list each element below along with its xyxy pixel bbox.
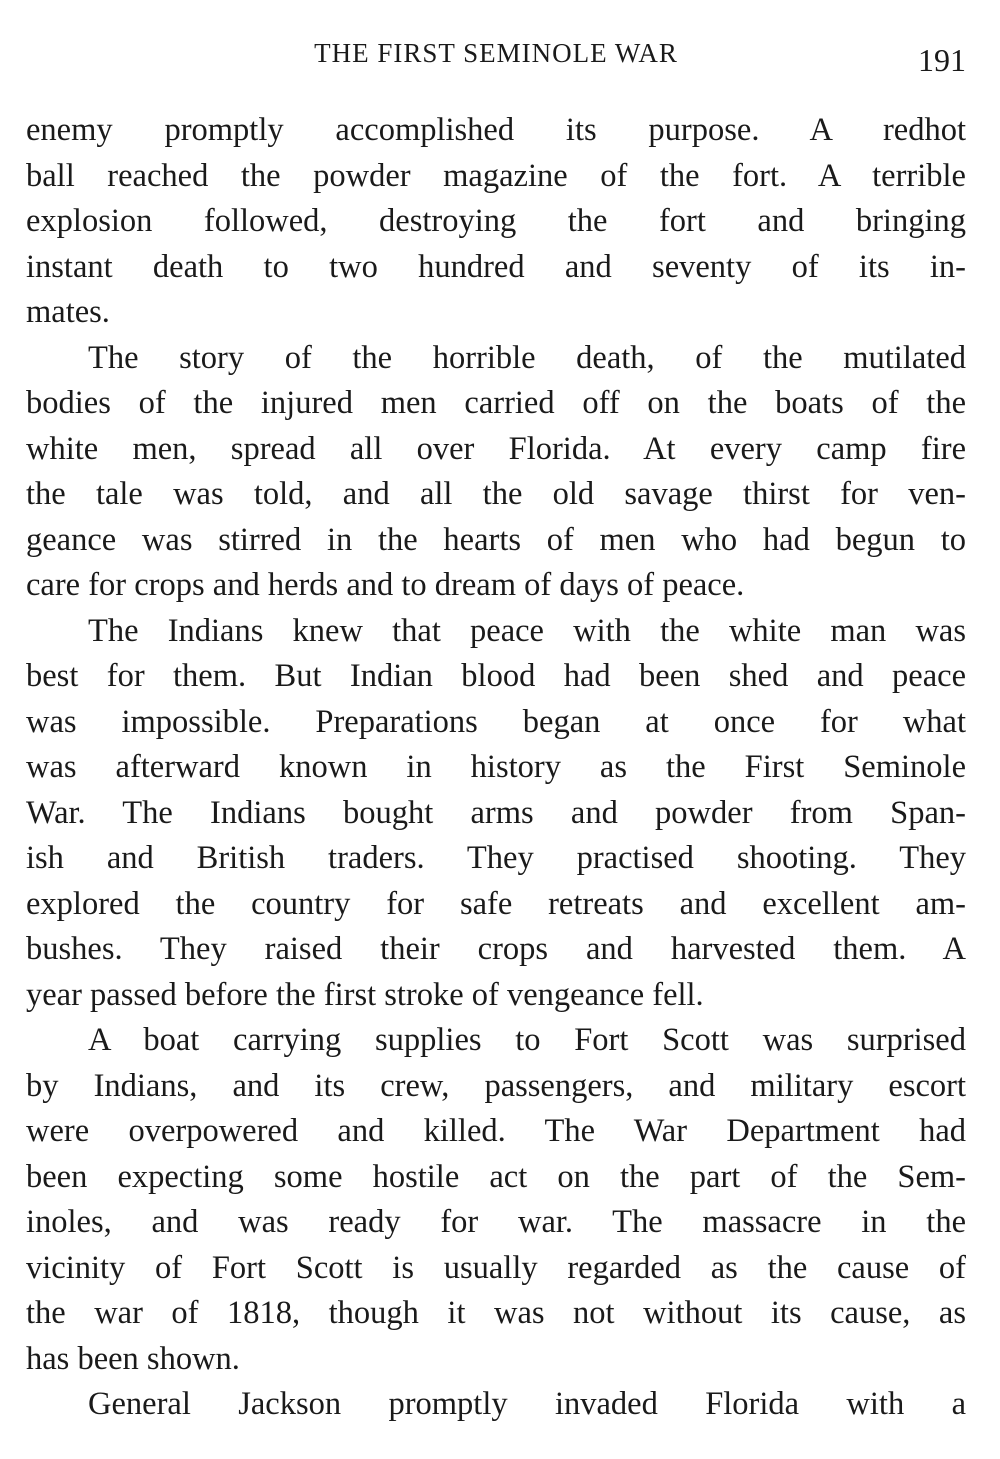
paragraph bbox=[26, 609, 966, 1019]
text-line: A boat carrying supplies to Fort Scott was surprised bbox=[88, 1022, 966, 1058]
text-line: best for them. But Indian blood had been shed and peace bbox=[26, 658, 966, 694]
text-line: explosion followed, destroying the fort and bringing bbox=[26, 203, 966, 239]
page-header bbox=[26, 0, 966, 82]
body-text bbox=[26, 108, 966, 1428]
paragraph bbox=[26, 336, 966, 609]
paragraph bbox=[26, 108, 966, 336]
text-line: was afterward known in history as the First Seminole bbox=[26, 749, 966, 785]
text-line: General Jackson promptly invaded Florida with a bbox=[88, 1386, 966, 1422]
running-head: THE FIRST SEMINOLE WAR bbox=[314, 38, 678, 68]
page-number: 191 bbox=[918, 42, 966, 78]
paragraph bbox=[26, 1018, 966, 1382]
text-line: vicinity of Fort Scott is usually regarded as the cause of bbox=[26, 1249, 966, 1286]
text-line: by Indians, and its crew, passengers, and military escort bbox=[26, 1067, 966, 1104]
text-line: geance was stirred in the hearts of men who had begun to bbox=[26, 521, 966, 558]
text-line: has been shown. bbox=[26, 1340, 240, 1377]
text-line: the tale was told, and all the old savage thirst for ven- bbox=[26, 476, 966, 512]
text-line: white men, spread all over Florida. At every camp fire bbox=[26, 430, 966, 467]
text-line: War. The Indians bought arms and powder from Span- bbox=[26, 794, 966, 831]
book-page bbox=[26, 0, 966, 1459]
paragraph bbox=[26, 1382, 966, 1428]
text-line: instant death to two hundred and seventy of its in- bbox=[26, 248, 966, 285]
text-line: ish and British traders. They practised shooting. They bbox=[26, 840, 966, 876]
text-line: year passed before the first stroke of vengeance fell. bbox=[26, 976, 704, 1013]
text-line: was impossible. Preparations began at once for what bbox=[26, 703, 966, 740]
text-line: inoles, and was ready for war. The massacre in the bbox=[26, 1204, 966, 1240]
text-line: been expecting some hostile act on the part of the Sem- bbox=[26, 1158, 966, 1195]
text-line: care for crops and herds and to dream of days of peace. bbox=[26, 567, 745, 603]
text-line: the war of 1818, though it was not without its cause, as bbox=[26, 1295, 966, 1331]
text-line: ball reached the powder magazine of the fort. A terrible bbox=[26, 157, 966, 194]
text-line: were overpowered and killed. The War Department had bbox=[26, 1113, 966, 1149]
text-line: explored the country for safe retreats and excellent am- bbox=[26, 885, 966, 922]
text-line: bodies of the injured men carried off on the boats of the bbox=[26, 385, 966, 421]
text-line: mates. bbox=[26, 294, 110, 330]
text-line: The Indians knew that peace with the white man was bbox=[88, 612, 966, 649]
text-line: The story of the horrible death, of the mutilated bbox=[88, 339, 966, 376]
text-line: enemy promptly accomplished its purpose. A redhot bbox=[26, 112, 966, 148]
text-line: bushes. They raised their crops and harvested them. A bbox=[26, 931, 966, 967]
